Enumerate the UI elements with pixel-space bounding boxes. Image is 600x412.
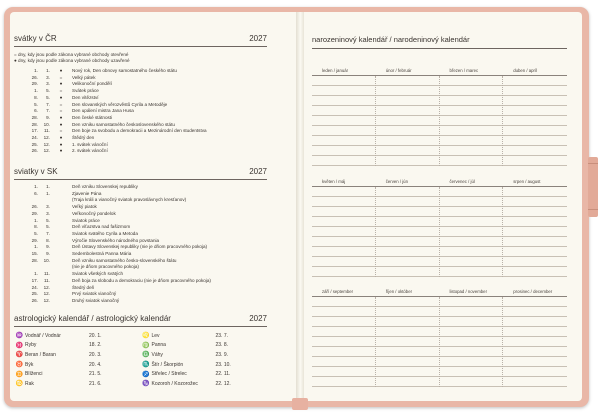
holiday-name: Velikonoční pondělí [72, 81, 112, 87]
zodiac-start-date: 22. 11. [215, 371, 231, 378]
sk-holiday-list [14, 184, 267, 305]
zodiac-grid [14, 331, 267, 389]
holiday-marker: ● [59, 68, 63, 73]
holiday-day: 28. [31, 257, 38, 263]
holiday-row [14, 191, 267, 198]
holiday-name: Prvý sviatok vianočný [72, 291, 117, 297]
zodiac-row [14, 331, 141, 341]
holiday-marker [50, 291, 72, 298]
holiday-row [14, 95, 267, 102]
holiday-marker [50, 271, 72, 278]
holiday-day: 25. [31, 141, 38, 147]
holiday-marker: ● [59, 94, 63, 100]
holiday-marker [50, 278, 72, 285]
holiday-row [14, 68, 267, 75]
astro-header [14, 311, 267, 327]
month-name: září / september [322, 289, 354, 294]
zodiac-name: Beran / Baran [25, 351, 56, 358]
zodiac-row [141, 369, 268, 379]
zodiac-sign-icon: ♌ [142, 333, 150, 340]
holiday-month: 3. [46, 74, 50, 80]
holiday-marker [50, 285, 72, 292]
month-entry-lines[interactable] [440, 297, 504, 387]
holiday-row [14, 128, 267, 135]
holiday-name: Deň boja za slobodu a demokraciu (nie je dňom pracovného pokoja) [72, 277, 211, 283]
zodiac-row [141, 360, 268, 370]
zodiac-start-date: 21. 5. [89, 371, 102, 378]
holiday-month: 5. [46, 224, 50, 230]
zodiac-name: Rak [25, 380, 34, 387]
astro-year: 2027 [249, 314, 267, 323]
month-entry-lines[interactable] [503, 76, 567, 166]
holiday-row [14, 184, 267, 191]
zodiac-sign-icon: ♐ [142, 371, 150, 378]
zodiac-start-date: 18. 2. [89, 342, 102, 349]
sk-holidays-section [14, 164, 267, 305]
holiday-row [14, 122, 267, 129]
holiday-row [14, 148, 267, 155]
month-entry-lines[interactable] [312, 76, 376, 166]
left-page [10, 12, 298, 401]
month-name: květen / máj [322, 179, 346, 184]
astro-title: astrologický kalendář / astrologický kalendár [14, 314, 171, 323]
holiday-name: Sviatok svätého Cyrila a Metoda [72, 230, 138, 236]
holiday-month: 7. [46, 230, 50, 236]
month-name: srpen / august [513, 179, 541, 184]
cz-holidays-section [14, 31, 267, 155]
holiday-name: Veľký piatok [72, 204, 97, 210]
holiday-day: 5. [34, 101, 38, 107]
zodiac-row [14, 360, 141, 370]
holiday-month: 12. [43, 297, 50, 303]
holiday-day: 8. [34, 94, 38, 100]
zodiac-sign-icon: ♓ [15, 342, 24, 349]
ribbon-bookmark [292, 398, 308, 410]
holiday-day: 6. [34, 108, 38, 114]
holiday-day: 29. [31, 237, 38, 243]
holiday-month: 11. [43, 128, 50, 134]
holiday-month: 3. [46, 81, 50, 87]
holiday-marker [50, 224, 72, 231]
holiday-day: 28. [31, 114, 38, 120]
holiday-month [38, 264, 50, 271]
zodiac-name: Štír / Škorpión [151, 361, 184, 368]
zodiac-row [14, 379, 141, 389]
holiday-name: (Traja králi a vianočný sviatok pravoslávnych kresťanov) [72, 197, 187, 203]
month-entry-lines[interactable] [376, 76, 440, 166]
holiday-row [14, 264, 267, 271]
cz-legend [14, 52, 267, 64]
holiday-day: 8. [34, 224, 38, 230]
right-page [300, 12, 582, 401]
zodiac-sign-icon: ♑ [142, 381, 150, 388]
cz-holidays-title: svátky v ČR [14, 34, 57, 43]
holiday-marker [50, 258, 72, 265]
holiday-day: 26. [31, 204, 38, 210]
zodiac-sign-icon: ♉ [15, 362, 24, 369]
sk-holidays-title: sviatky v SK [14, 167, 58, 176]
month-entry-lines[interactable] [503, 297, 567, 387]
zodiac-start-date: 21. 6. [89, 380, 102, 387]
holiday-name: Den upálení mistra Jana Husa [72, 108, 134, 114]
holiday-name: Štědrý den [72, 135, 95, 141]
holiday-marker [50, 264, 72, 271]
page-gutter [296, 12, 304, 401]
holiday-marker: ● [59, 135, 63, 141]
holiday-name: Zjavenie Pána [72, 190, 102, 196]
holiday-name: Sviatok práce [72, 217, 100, 223]
holiday-row [14, 102, 267, 109]
zodiac-start-date: 20. 4. [89, 361, 102, 368]
month-entry-lines[interactable] [312, 187, 376, 277]
month-entry-lines[interactable] [312, 297, 376, 387]
holiday-month: 12. [43, 135, 50, 141]
holiday-row [14, 291, 267, 298]
zodiac-sign-icon: ♋ [15, 381, 24, 388]
holiday-marker [50, 298, 72, 305]
holiday-month: 10. [43, 121, 50, 127]
holiday-marker: = [59, 88, 63, 94]
zodiac-name: Lev [151, 332, 160, 339]
holiday-row [14, 224, 267, 231]
holiday-marker: ● [59, 141, 63, 147]
holiday-row [14, 278, 267, 285]
holiday-row [14, 204, 267, 211]
month-name: prosinec / december [513, 289, 553, 294]
zodiac-row [141, 379, 268, 389]
holiday-day: 26. [31, 74, 38, 80]
zodiac-name: Býk [25, 361, 34, 368]
holiday-marker [50, 231, 72, 238]
holiday-marker: ● [59, 81, 63, 87]
holiday-row [14, 298, 267, 305]
holiday-month: 5. [46, 94, 50, 100]
holiday-day: 6. [34, 190, 38, 196]
holiday-month: 9. [46, 244, 50, 250]
holiday-day: 1. [34, 244, 38, 250]
zodiac-name: Vodnář / Vodnár [25, 332, 61, 339]
holiday-row [14, 271, 267, 278]
zodiac-row [141, 341, 268, 351]
month-entry-lines[interactable] [440, 76, 504, 166]
zodiac-sign-icon: ♎ [142, 352, 150, 359]
holiday-row [14, 115, 267, 122]
holiday-row [14, 135, 267, 142]
holiday-day: 1. [34, 184, 38, 189]
sk-holidays-header [14, 164, 267, 180]
holiday-day [14, 264, 38, 271]
month-name-row [312, 68, 567, 75]
holiday-month: 1. [46, 184, 50, 189]
month-name-row [312, 179, 567, 186]
holiday-marker [50, 197, 72, 204]
cz-legend-closed: ● dny, kdy jsou podle zákona vybrané obchody uzavřené [14, 58, 130, 63]
zodiac-start-date: 23. 9. [215, 351, 229, 358]
zodiac-name: Váhy [151, 351, 163, 358]
holiday-month: 12. [43, 284, 50, 290]
holiday-day: 17. [31, 128, 38, 134]
holiday-row [14, 75, 267, 82]
sk-holidays-year: 2027 [249, 167, 267, 176]
zodiac-sign-icon: ♒ [15, 333, 24, 340]
zodiac-sign-icon: ♊ [15, 371, 24, 378]
elastic-strap [588, 157, 598, 217]
holiday-marker [50, 244, 72, 251]
zodiac-start-date: 22. 12. [215, 380, 231, 387]
month-name: červen / jún [385, 179, 408, 184]
zodiac-start-date: 20. 3. [89, 351, 102, 358]
month-name-row [312, 289, 567, 296]
holiday-day: 1. [34, 68, 38, 73]
holiday-name: 1. svátek vánoční [72, 141, 108, 147]
month-entry-lines[interactable] [376, 297, 440, 387]
holiday-name: Výročie Slovenského národného povstania [72, 237, 160, 243]
zodiac-start-date: 23. 7. [215, 332, 229, 339]
month-entry-lines[interactable] [376, 187, 440, 277]
holiday-name: Sedembolestná Panna Mária [72, 251, 132, 257]
holiday-month: 1. [46, 190, 50, 196]
holiday-name: Den české státnosti [72, 114, 113, 120]
holiday-row [14, 238, 267, 245]
zodiac-row [14, 369, 141, 379]
zodiac-sign-icon: ♍ [142, 342, 150, 349]
zodiac-column-left [14, 331, 141, 389]
holiday-day [14, 197, 38, 204]
holiday-name: (nie je dňom pracovného pokoja) [72, 264, 139, 270]
holiday-row [14, 218, 267, 225]
month-name: duben / apríl [513, 68, 538, 73]
holiday-marker [50, 204, 72, 211]
zodiac-row [141, 331, 268, 341]
month-name: únor / február [385, 68, 412, 73]
holiday-day: 26. [31, 297, 38, 303]
holiday-row [14, 244, 267, 251]
month-name: listopad / november [449, 289, 487, 294]
zodiac-name: Blíženci [25, 371, 43, 378]
holiday-marker [50, 218, 72, 225]
holiday-name: Svátek práce [72, 88, 99, 94]
cz-holiday-list [14, 68, 267, 155]
holiday-name: Den boje za svobodu a demokracii a Mezinárodní den studentstva [72, 128, 207, 134]
holiday-name: Velký pátek [72, 74, 96, 80]
holiday-day: 1. [34, 88, 38, 94]
month-name: březen / marec [449, 68, 479, 73]
month-quarter-block [312, 179, 567, 277]
zodiac-row [14, 341, 141, 351]
holiday-marker: = [59, 101, 63, 107]
holiday-month: 10. [43, 257, 50, 263]
holiday-day: 17. [31, 277, 38, 283]
holiday-month: 9. [46, 114, 50, 120]
month-name: říjen / október [385, 289, 413, 294]
month-entry-lines[interactable] [440, 187, 504, 277]
holiday-name: Sviatok všetkých svätých [72, 271, 124, 277]
holiday-name: Štedrý deň [72, 284, 95, 290]
holiday-name: Deň víťazstva nad fašizmom [72, 224, 131, 230]
cz-legend-open: = dny, kdy jsou podle zákona vybrané obchody otevřené [14, 52, 129, 57]
holiday-month: 12. [43, 291, 50, 297]
holiday-name: Deň vzniku samostatného česko-slovenského štátu [72, 257, 177, 263]
holiday-row [14, 231, 267, 238]
holiday-row [14, 251, 267, 258]
holiday-month: 3. [46, 210, 50, 216]
holiday-marker [50, 238, 72, 245]
zodiac-name: Střelec / Strelec [151, 371, 187, 378]
holiday-marker: = [59, 108, 63, 114]
holiday-month: 3. [46, 204, 50, 210]
holiday-day: 24. [31, 284, 38, 290]
holiday-day: 15. [31, 251, 38, 257]
holiday-marker [50, 191, 72, 198]
holiday-row [14, 81, 267, 88]
month-quarter-block [312, 68, 567, 166]
holiday-marker: ● [59, 114, 63, 120]
holiday-marker: ● [59, 121, 63, 127]
holiday-row [14, 211, 267, 218]
holiday-month: 7. [46, 108, 50, 114]
holiday-marker: = [59, 74, 63, 80]
holiday-day: 5. [34, 230, 38, 236]
holiday-month: 12. [43, 148, 50, 154]
holiday-name: Deň Ústavy Slovenskej republiky (nie je dňom pracovného pokoja) [72, 244, 208, 250]
month-name: leden / január [322, 68, 349, 73]
holiday-month: 5. [46, 88, 50, 94]
holiday-day: 1. [34, 271, 38, 277]
zodiac-name: Kozoroh / Kozorožec [151, 380, 198, 387]
holiday-row [14, 88, 267, 95]
zodiac-name: Ryby [25, 342, 37, 349]
holiday-name: Nový rok, Den obnovy samostatného českého státu [72, 68, 177, 73]
astro-section [14, 311, 267, 389]
holiday-day: 29. [31, 81, 38, 87]
holiday-name: Den vzniku samostatného československého státu [72, 121, 175, 127]
holiday-row [14, 258, 267, 265]
holiday-month: 11. [43, 277, 50, 283]
holiday-day: 25. [31, 291, 38, 297]
zodiac-row [141, 350, 268, 360]
holiday-month: 1. [46, 68, 50, 73]
holiday-month [38, 197, 50, 204]
zodiac-start-date: 23. 10. [215, 361, 231, 368]
cz-holidays-header [14, 31, 267, 47]
month-lines-row [312, 75, 567, 166]
zodiac-sign-icon: ♏ [142, 362, 150, 369]
month-lines-row [312, 296, 567, 387]
holiday-day: 28. [31, 121, 38, 127]
holiday-name: Den slovanských věrozvěstů Cyrila a Metoděje [72, 101, 168, 107]
holiday-marker [50, 184, 72, 191]
holiday-marker [50, 211, 72, 218]
zodiac-name: Panna [151, 342, 166, 349]
zodiac-row [14, 350, 141, 360]
holiday-month: 11. [43, 271, 50, 277]
zodiac-start-date: 23. 8. [215, 342, 229, 349]
holiday-month: 12. [43, 141, 50, 147]
zodiac-start-date: 20. 1. [89, 332, 102, 339]
zodiac-sign-icon: ♈ [15, 352, 24, 359]
month-quarter-block [312, 289, 567, 387]
holiday-name: Druhý sviatok vianočný [72, 297, 120, 303]
holiday-name: 2. svátek vánoční [72, 148, 108, 154]
holiday-row [14, 197, 267, 204]
holiday-name: Deň vzniku Slovenskej republiky [72, 184, 138, 189]
holiday-month: 7. [46, 101, 50, 107]
holiday-day: 29. [31, 210, 38, 216]
holiday-day: 26. [31, 148, 38, 154]
holiday-day: 24. [31, 135, 38, 141]
holiday-marker [50, 251, 72, 258]
birthday-calendar-title: narozeninový kalendář / narodeninový kalendár [312, 35, 567, 49]
holiday-month: 5. [46, 217, 50, 223]
holiday-marker: = [59, 128, 63, 134]
month-name: červenec / júl [449, 179, 475, 184]
month-entry-lines[interactable] [503, 187, 567, 277]
holiday-name: Den vítězství [72, 94, 99, 100]
holiday-marker: ● [59, 148, 63, 154]
holiday-row [14, 285, 267, 292]
month-lines-row [312, 186, 567, 277]
holiday-month: 8. [46, 237, 50, 243]
holiday-row [14, 142, 267, 149]
holiday-month: 9. [46, 251, 50, 257]
holiday-name: Veľkonočný pondelok [72, 210, 116, 216]
zodiac-column-right [141, 331, 268, 389]
cz-holidays-year: 2027 [249, 34, 267, 43]
holiday-day: 1. [34, 217, 38, 223]
holiday-row [14, 108, 267, 115]
